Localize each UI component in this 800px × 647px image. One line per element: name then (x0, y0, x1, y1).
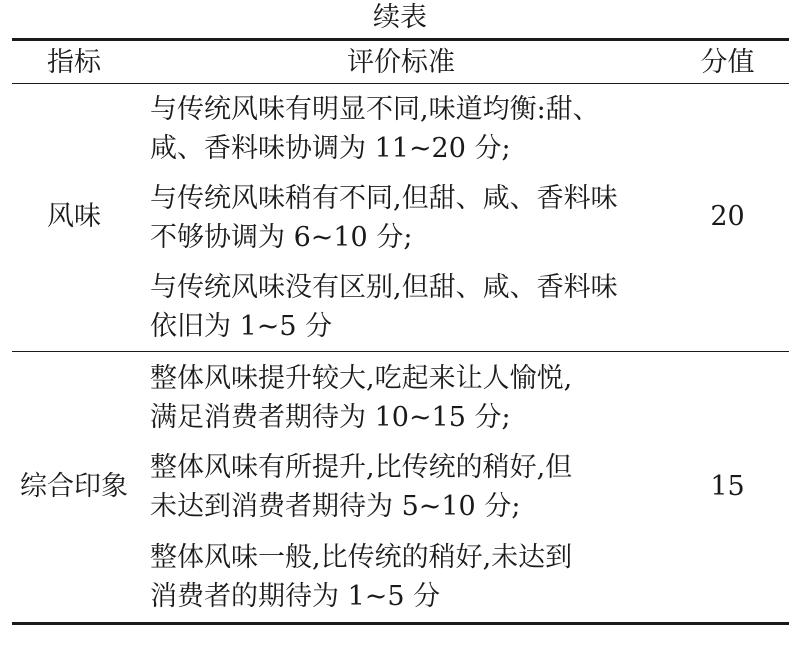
row-impression-criteria-line: 消费者的期待为 1~5 分 (150, 581, 441, 612)
row-flavor-criteria-line: 与传统风味有明显不同,味道均衡:甜、 (150, 94, 600, 125)
row-impression-criteria-line: 整体风味提升较大,吃起来让人愉悦, (150, 363, 573, 394)
top-rule (12, 38, 789, 41)
row-impression-criteria-line: 未达到消费者期待为 5~10 分; (150, 491, 521, 522)
row-flavor-score: 20 (710, 201, 745, 232)
row-flavor-criteria-line: 依旧为 1~5 分 (150, 311, 333, 342)
row-flavor-criteria-line: 不够协调为 6~10 分; (150, 222, 413, 253)
header-score: 分值 (700, 47, 755, 78)
bottom-rule (12, 622, 789, 625)
table-caption: 续表 (373, 2, 427, 33)
header-indicator: 指标 (47, 47, 101, 78)
row-divider (12, 351, 789, 352)
row-flavor-criteria-line: 咸、香料味协调为 11~20 分; (150, 133, 511, 164)
header-rule (12, 83, 789, 84)
header-criteria: 评价标准 (347, 47, 455, 78)
row-flavor-criteria-line: 与传统风味稍有不同,但甜、咸、香料味 (150, 183, 618, 214)
row-impression-score: 15 (710, 471, 745, 502)
row-flavor-indicator: 风味 (47, 201, 101, 232)
row-flavor-criteria-line: 与传统风味没有区别,但甜、咸、香料味 (150, 272, 618, 303)
row-impression-criteria-line: 整体风味有所提升,比传统的稍好,但 (150, 452, 573, 483)
row-impression-indicator: 综合印象 (20, 471, 128, 502)
row-impression-criteria-line: 满足消费者期待为 10~15 分; (150, 402, 511, 433)
row-impression-criteria-line: 整体风味一般,比传统的稍好,未达到 (150, 542, 573, 573)
